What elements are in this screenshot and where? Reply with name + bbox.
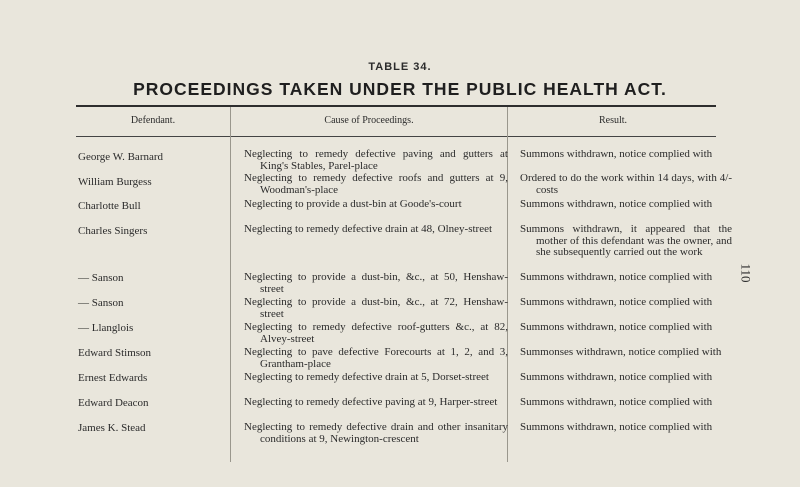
defendant-cell: Edward Stimson xyxy=(78,347,152,359)
table-number: TABLE 34. xyxy=(368,61,432,73)
cause-cell: Neglecting to provide a dust-bin, &c., at 72, Henshaw-street xyxy=(244,296,508,320)
cause-cell: Neglecting to remedy defective drain at 48, Olney-street xyxy=(244,223,493,235)
defendant-cell: — Sanson xyxy=(78,272,124,284)
defendant-cell: James K. Stead xyxy=(78,422,146,434)
defendant-cell: Edward Deacon xyxy=(78,397,149,409)
column-header-defendant: Defendant. xyxy=(130,115,176,126)
header-rule xyxy=(76,136,716,137)
defendant-cell: — Sanson xyxy=(78,297,124,309)
cause-cell: Neglecting to pave defective Forecourts at 1, 2, and 3, Grantham-place xyxy=(244,346,508,370)
defendant-cell: George W. Barnard xyxy=(78,151,164,163)
cause-cell: Neglecting to provide a dust-bin at Goode's-court xyxy=(244,198,462,210)
result-cell: Summons withdrawn, it appeared that the mother of this defendant was the owner, and she subsequently carried out the work xyxy=(520,223,732,258)
result-cell: Summons withdrawn, notice complied with xyxy=(520,271,713,283)
column-header-result: Result. xyxy=(598,115,628,126)
top-rule xyxy=(76,105,716,107)
result-cell: Summonses withdrawn, notice complied with xyxy=(520,346,722,358)
cause-cell: Neglecting to remedy defective drain at 5, Dorset-street xyxy=(244,371,489,383)
page-number: 110 xyxy=(738,263,754,283)
result-cell: Summons withdrawn, notice complied with xyxy=(520,396,713,408)
cause-cell: Neglecting to remedy defective roofs and gutters at 9, Woodman's-place xyxy=(244,172,508,196)
cause-cell: Neglecting to remedy defective paving at 9, Harper-street xyxy=(244,396,498,408)
cause-cell: Neglecting to remedy defective drain and other insanitary conditions at 9, Newington-crescent xyxy=(244,421,508,445)
column-divider-1 xyxy=(230,107,231,462)
defendant-cell: Charles Singers xyxy=(78,225,148,237)
page-title: PROCEEDINGS TAKEN UNDER THE PUBLIC HEALTH ACT. xyxy=(133,79,667,99)
defendant-cell: Ernest Edwards xyxy=(78,372,148,384)
result-cell: Summons withdrawn, notice complied with xyxy=(520,421,713,433)
cause-cell: Neglecting to remedy defective roof-gutters &c., at 82, Alvey-street xyxy=(244,321,508,345)
defendant-cell: — Llanglois xyxy=(78,322,134,334)
defendant-cell: Charlotte Bull xyxy=(78,200,141,212)
defendant-cell: William Burgess xyxy=(78,176,152,188)
result-cell: Summons withdrawn, notice complied with xyxy=(520,321,713,333)
result-cell: Summons withdrawn, notice complied with xyxy=(520,198,713,210)
result-cell: Summons withdrawn, notice complied with xyxy=(520,371,713,383)
result-cell: Summons withdrawn, notice complied with xyxy=(520,148,713,160)
cause-cell: Neglecting to remedy defective paving and gutters at King's Stables, Parel-place xyxy=(244,148,508,172)
result-cell: Summons withdrawn, notice complied with xyxy=(520,296,713,308)
cause-cell: Neglecting to provide a dust-bin, &c., at 50, Henshaw-street xyxy=(244,271,508,295)
column-header-cause: Cause of Proceedings. xyxy=(324,115,414,126)
result-cell: Ordered to do the work within 14 days, with 4/- costs xyxy=(520,172,732,196)
